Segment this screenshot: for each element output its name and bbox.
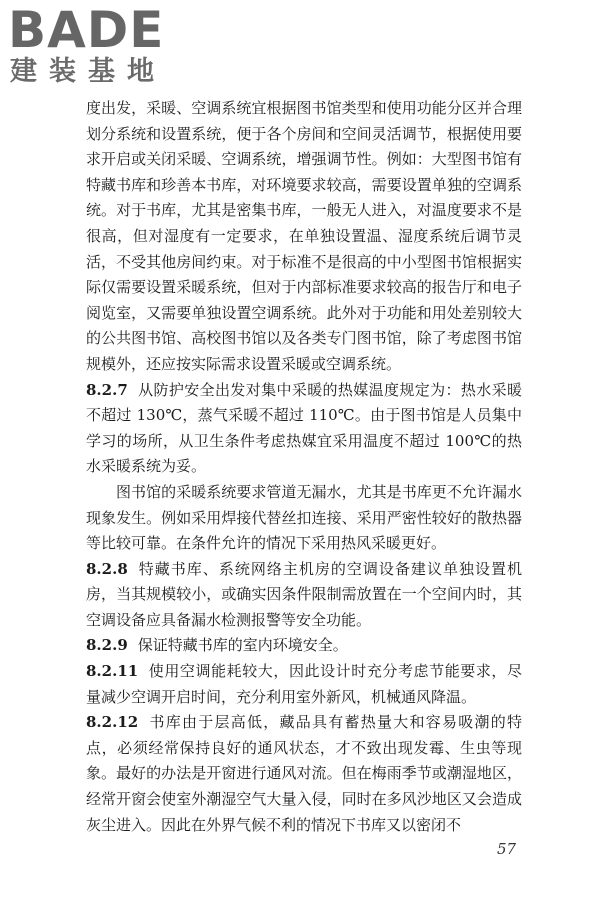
- clause-number: 8.2.8: [86, 559, 128, 578]
- paragraph-text: 保证特藏书库的室内环境安全。: [137, 636, 348, 655]
- paragraph: [86, 96, 522, 378]
- paragraph-text: 使用空调能耗较大，因此设计时充分考虑节能要求，尽量减少空调开启时间，充分利用室外新风，机械通风降温。: [86, 662, 522, 706]
- paragraph-text: 特藏书库、系统网络主机房的空调设备建议单独设置机房，当其规模较小，或确实因条件限制需放置在一个空间内时，其空调设备应具备漏水检测报警等安全功能。: [86, 559, 522, 629]
- paragraph-text: 度出发，采暖、空调系统宜根据图书馆类型和使用功能分区并合理划分系统和设置系统，便于各个房间和空间灵活调节，根据使用要求开启或关闭采暖、空调系统，增强调节性。例如：大型图书馆有特藏书库和珍善本书库，对环境要求较高，需要设置单独的空调系统。对于书库，尤其是密集书库，一般无人进入，对温度要求不是很高，但对湿度有一定要求，在单独设置温、湿度系统后调节灵活，不受其他房间约束。对于标准不是很高的中小型图书馆根据实际仅需要设置采暖系统，但对于内部标准要求较高的报告厅和电子阅览室，又需要单独设置空调系统。此外对于功能和用处差别较大的公共图书馆、高校图书馆以及各类专门图书馆，除了考虑图书馆规模外，还应按实际需求设置采暖或空调系统。: [86, 99, 522, 373]
- paragraph: [86, 480, 522, 557]
- document-body: [86, 96, 522, 838]
- paragraph-text: 图书馆的采暖系统要求管道无漏水，尤其是书库更不允许漏水现象发生。例如采用焊接代替丝扣连接、采用严密性较好的散热器等比较可靠。在条件允许的情况下采用热风采暖更好。: [86, 482, 522, 553]
- clause-number: 8.2.7: [86, 380, 128, 399]
- clause-number: 8.2.12: [86, 713, 139, 732]
- paragraph: [86, 378, 522, 480]
- paragraph-text: 书库由于层高低，藏品具有蓄热量大和容易吸潮的特点，必须经常保持良好的通风状态，才不致出现发霉、生虫等现象。最好的办法是开窗进行通风对流。但在梅雨季节或潮湿地区，经常开窗会使室外潮湿空气大量入侵，同时在多风沙地区又会造成灰尘进入。因此在外界气候不利的情况下书库又以密闭不: [86, 713, 522, 834]
- logo-wordmark: BADE: [8, 1, 165, 59]
- paragraph: [86, 557, 522, 634]
- paragraph: [86, 659, 522, 710]
- logo: [8, 1, 178, 94]
- clause-number: 8.2.9: [86, 636, 128, 655]
- paragraph: [86, 633, 522, 659]
- paragraph: [86, 710, 522, 838]
- logo-subtitle: 建装基地: [10, 56, 166, 87]
- paragraph-text: 从防护安全出发对集中采暖的热媒温度规定为：热水采暖不超过 130℃，蒸气采暖不超过 110℃。由于图书馆是人员集中学习的场所，从卫生条件考虑热媒宜采用温度不超过 100℃的热水采暖系统为妥。: [86, 380, 522, 476]
- page-number: 57: [497, 840, 517, 858]
- clause-number: 8.2.11: [86, 662, 139, 681]
